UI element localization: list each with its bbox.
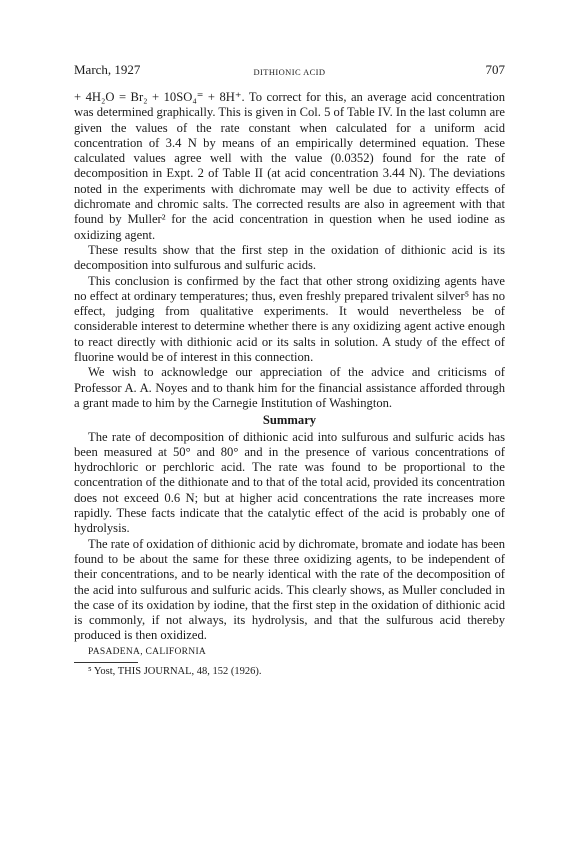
header-title: DITHIONIC ACID [253,67,326,77]
paragraph-acknowledgment: We wish to acknowledge our appreciation of the advice and criticisms of Professor A. A. Noyes and to thank him for the financial assistance afforded through a grant made to him by the Carnegie Institution of Washington. [74,365,505,410]
summary-heading: Summary [262,413,317,428]
header-date: March, 1927 [74,62,141,77]
paragraph: This conclusion is confirmed by the fact that other strong oxidizing agents have no effect at ordinary temperatures; thus, even freshly prepared trivalent silver⁵ has no effect, judging from qualitative experiments. It would nevertheless be of considerable interest to determine whether there is any oxidizing agent active enough to react directly with dithionic acid or its salts in solution. A study of the effect of fluorine would be of interest in this connection. [74,273,505,365]
running-header [74,62,505,78]
footnote-rule [74,662,138,663]
summary-paragraph: The rate of decomposition of dithionic acid into sulfurous and sulfuric acids has been measured at 50° and 80° and in the presence of various concentrations of hydrochloric or perchloric acid. The rate was found to be proportional to the concentration of the dithionate and to that of the total acid, provided its concentration does not exceed 0.6 N; but at higher acid concentrations the rate increases more rapidly. These facts indicate that the catalytic effect of the acid is probably one of hydrolysis. [74,429,505,536]
paragraph-continued: + 4H₂O = Br₂ + 10SO₄⁼ + 8H⁺. To correct for this, an average acid concentration was determined graphically. This is given in Col. 5 of Table IV. In the last column are given the values of the rate constant when calculated for a uniform acid concentration of 3.4 N by means of an empirically determined equation. These calculated values agree well with the value (0.0352) found for the rate of decomposition in Expt. 2 of Table II (at acid concentration 3.44 N). The deviations noted in the experiments with dichromate may well be due to activity effects of dichromate and chromic salts. The corrected results are also in agreement with that found by Muller² for the acid concentration in question when he used iodine as oxidizing agent. [74,90,505,242]
paragraph: These results show that the first step in the oxidation of dithionic acid is its decomposition into sulfurous and sulfuric acids. [74,242,505,273]
page-number: 707 [485,62,505,77]
summary-paragraph: The rate of oxidation of dithionic acid by dichromate, bromate and iodate has been found to be about the same for these three oxidizing agents, to be independent of their concentrations, and to be nearly identical with the rate of the decomposition of the acid into sulfurous and sulfuric acids. This clearly shows, as Muller concluded in the case of its oxidation by iodine, that the first step in the oxidation of dithionic acid is commonly, if not always, its hydrolysis, and that the sulfurous acid thereby produced is then oxidized. [74,536,505,643]
article-body [74,90,505,679]
footnote: ⁵ Yost, THIS JOURNAL, 48, 152 (1926). [88,665,262,677]
affiliation: PASADENA, CALIFORNIA [88,646,207,657]
